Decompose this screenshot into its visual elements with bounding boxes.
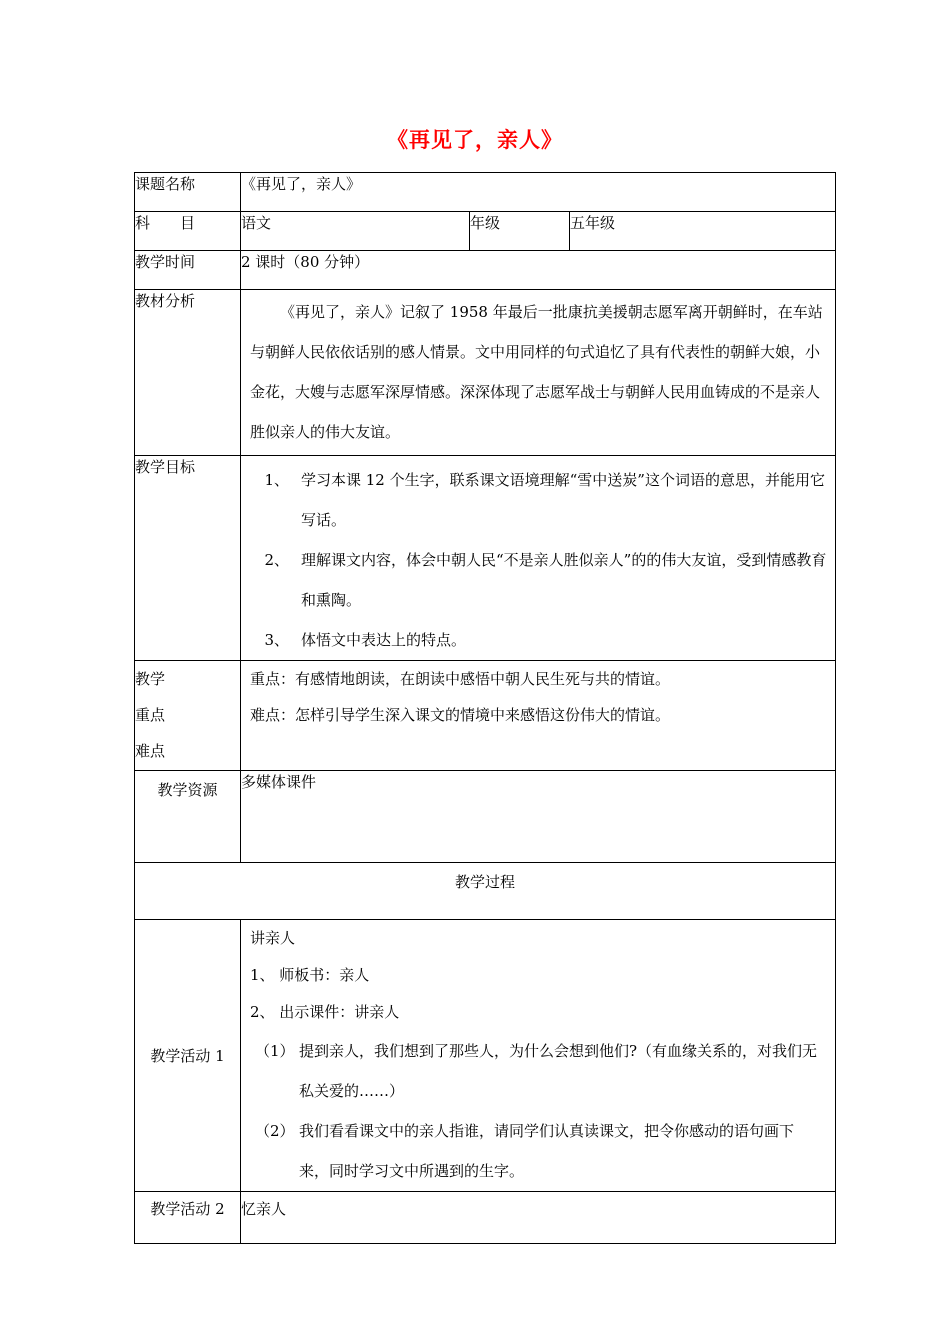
row-process-header [135, 863, 836, 920]
time-value: 2 课时（80 分钟） [241, 251, 836, 290]
analysis-text: 《再见了，亲人》记叙了 1958 年最后一批康抗美援朝志愿军离开朝鲜时，在车站与朝鲜人民依依话别的感人情景。文中用同样的句式追忆了具有代表性的朝鲜大娘，小金花，大嫂与志愿军深厚情感。深深体现了志愿军战士与朝鲜人民用血铸成的不是亲人胜似亲人的伟大友谊。 [250, 303, 823, 441]
keypoints-cell [241, 661, 836, 771]
goal-item [241, 460, 835, 540]
activity1-item-number: （1） [255, 1042, 295, 1060]
activity1-item-number: （2） [255, 1122, 295, 1140]
activity1-item-text: 提到亲人，我们想到了那些人，为什么会想到他们?（有血缘关系的，对我们无私关爱的……） [299, 1042, 818, 1100]
process-header: 教学过程 [135, 863, 836, 920]
row-goals [135, 456, 836, 661]
keypoint-text: 重点：有感情地朗读，在朗读中感悟中朝人民生死与共的情谊。 [250, 670, 671, 688]
row-topic [135, 173, 836, 212]
row-keypoints [135, 661, 836, 771]
analysis-cell [241, 290, 836, 456]
keypoints-label-line: 重点 [135, 706, 166, 724]
row-analysis [135, 290, 836, 456]
row-activity-2 [135, 1192, 836, 1244]
activity1-item [241, 1111, 827, 1191]
lesson-plan-table [134, 172, 836, 1244]
resources-value: 多媒体课件 [241, 771, 836, 863]
grade-value: 五年级 [570, 212, 836, 251]
goal-number: 3、 [264, 631, 289, 649]
row-time [135, 251, 836, 290]
time-label: 教学时间 [135, 251, 241, 290]
activity1-label: 教学活动 1 [135, 920, 241, 1192]
subject-value: 语文 [241, 212, 470, 251]
goal-text: 学习本课 12 个生字，联系课文语境理解“雪中送炭”这个词语的意思，并能用它写话。 [301, 471, 825, 529]
row-resources [135, 771, 836, 863]
keypoints-label [135, 661, 241, 771]
goals-cell [241, 456, 836, 661]
activity1-item [241, 1031, 827, 1111]
difficulty-text: 难点：怎样引导学生深入课文的情境中来感悟这份伟大的情谊。 [250, 706, 671, 724]
topic-label: 课题名称 [135, 173, 241, 212]
goal-text: 体悟文中表达上的特点。 [301, 631, 467, 649]
goal-item [241, 540, 835, 620]
topic-value: 《再见了，亲人》 [241, 173, 836, 212]
keypoints-label-line: 教学 [135, 670, 166, 688]
goals-label: 教学目标 [135, 456, 241, 661]
grade-label: 年级 [470, 212, 570, 251]
resources-label: 教学资源 [135, 771, 241, 863]
activity1-step: 1、 师板书：亲人 [250, 966, 370, 984]
activity1-step: 2、 出示课件：讲亲人 [250, 1003, 400, 1021]
row-activity-1 [135, 920, 836, 1192]
goal-number: 1、 [264, 471, 289, 489]
goal-text: 理解课文内容，体会中朝人民“不是亲人胜似亲人”的的伟大友谊，受到情感教育和熏陶。 [301, 551, 827, 609]
goal-number: 2、 [264, 551, 289, 569]
activity1-item-text: 我们看看课文中的亲人指谁，请同学们认真读课文，把令你感动的语句画下来，同时学习文中所遇到的生字。 [299, 1122, 795, 1180]
document-title: 《再见了，亲人》 [387, 127, 563, 152]
activity2-heading: 忆亲人 [241, 1192, 836, 1244]
activity1-heading: 讲亲人 [250, 929, 296, 947]
activity1-cell [241, 920, 836, 1192]
row-subject [135, 212, 836, 251]
analysis-label: 教材分析 [135, 290, 241, 456]
keypoints-label-line: 难点 [135, 742, 166, 760]
activity2-label: 教学活动 2 [135, 1192, 241, 1244]
subject-label: 科 目 [135, 212, 241, 251]
goal-item [241, 620, 835, 660]
